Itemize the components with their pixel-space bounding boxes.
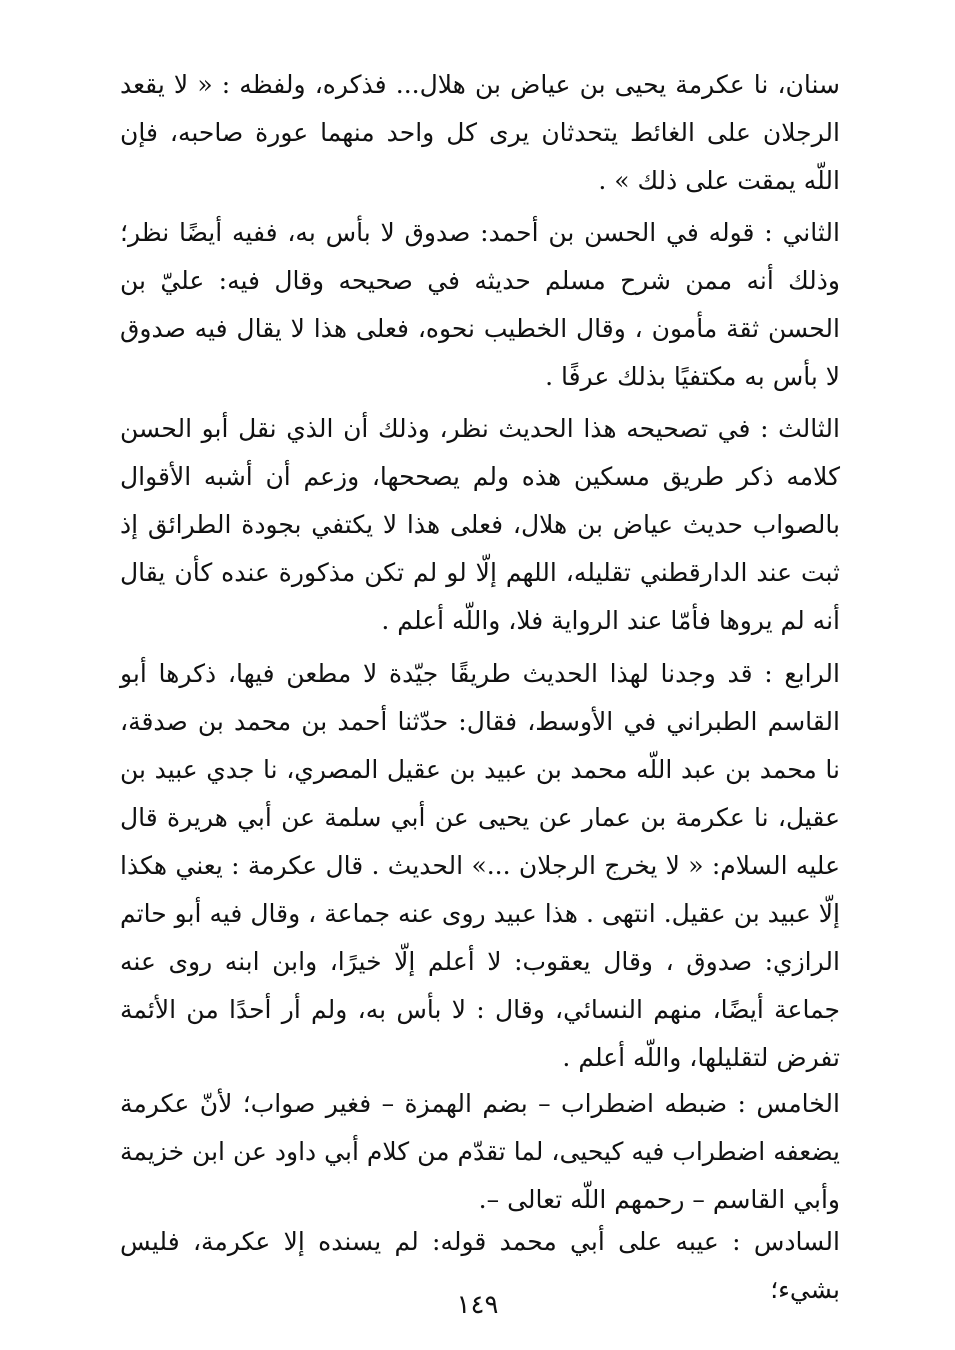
paragraph-5: الخامس : ضبطه اضطراب – بضم الهمزة – فغير صواب؛ لأنّ عكرمة يضعفه اضطراب فيه كيحيى، لما تقدّم من كلام أبي داود عن ابن خزيمة وأبي القاسم – رحمهم اللّه تعالى –.	[120, 1089, 840, 1214]
paragraph-1: سنان، نا عكرمة يحيى بن عياض بن هلال... فذكره، ولفظه : « لا يقعد الرجلان على الغائط يتحدثان يرى كل واحد منهما عورة صاحبه، فإن اللّه يمقت على ذلك » .	[120, 70, 840, 195]
page-number: ١٤٩	[456, 1290, 499, 1320]
paragraph-6: السادس : عيبه على أبي محمد قوله: لم يسنده إلا عكرمة، فليس بشيء؛	[120, 1227, 840, 1304]
paragraph-3: الثالث : في تصحيحه هذا الحديث نظر، وذلك أن الذي نقل أبو الحسن كلامه ذكر طريق مسكين هذه ولم يصححها، وزعم أن أشبه الأقوال بالصواب حديث عياض بن هلال، فعلى هذا لا يكتفي بجودة الطرائق إذ ثبت عند الدارقطني تقليله، اللهم إلّا لو لم تكن مذكورة عنده كأن يقال أنه لم يروها فأمّا عند الرواية فلا، واللّه أعلم .	[120, 414, 840, 635]
paragraph-4: الرابع : قد وجدنا لهذا الحديث طريقًا جيّدة لا مطعن فيها، ذكرها أبو القاسم الطبراني في الأوسط، فقال: حدّثنا أحمد بن محمد بن صدقة، نا محمد بن عبد اللّه محمد بن عبيد بن عقيل المصري، نا جدي عبيد بن عقيل، نا عكرمة بن عمار عن يحيى عن أبي سلمة عن أبي هريرة قال عليه السلام: « لا يخرج الرجلان ...» الحديث . قال عكرمة : يعني هكذا إلّا عبيد بن عقيل. انتهى . هذا عبيد روى عنه جماعة ، وقال فيه أبو حاتم الرازي: صدوق ، وقال يعقوب: لا أعلم إلّا خيرًا، وابن ابنه روى عنه جماعة أيضًا، منهم النسائي، وقال : لا بأس به، ولم أر أحدًا من الأئمة تفرض لتقليلها، واللّه أعلم .	[120, 659, 840, 1072]
paragraph-2: الثاني : قوله في الحسن بن أحمد: صدوق لا بأس به، ففيه أيضًا نظر؛ وذلك أنه ممن شرح مسلم حديثه في صحيحه وقال فيه: عليّ بن الحسن ثقة مأمون ، وقال الخطيب نحوه، فعلى هذا لا يقال فيه صدوق لا بأس به مكتفيًا بذلك عرفًا .	[120, 218, 840, 391]
